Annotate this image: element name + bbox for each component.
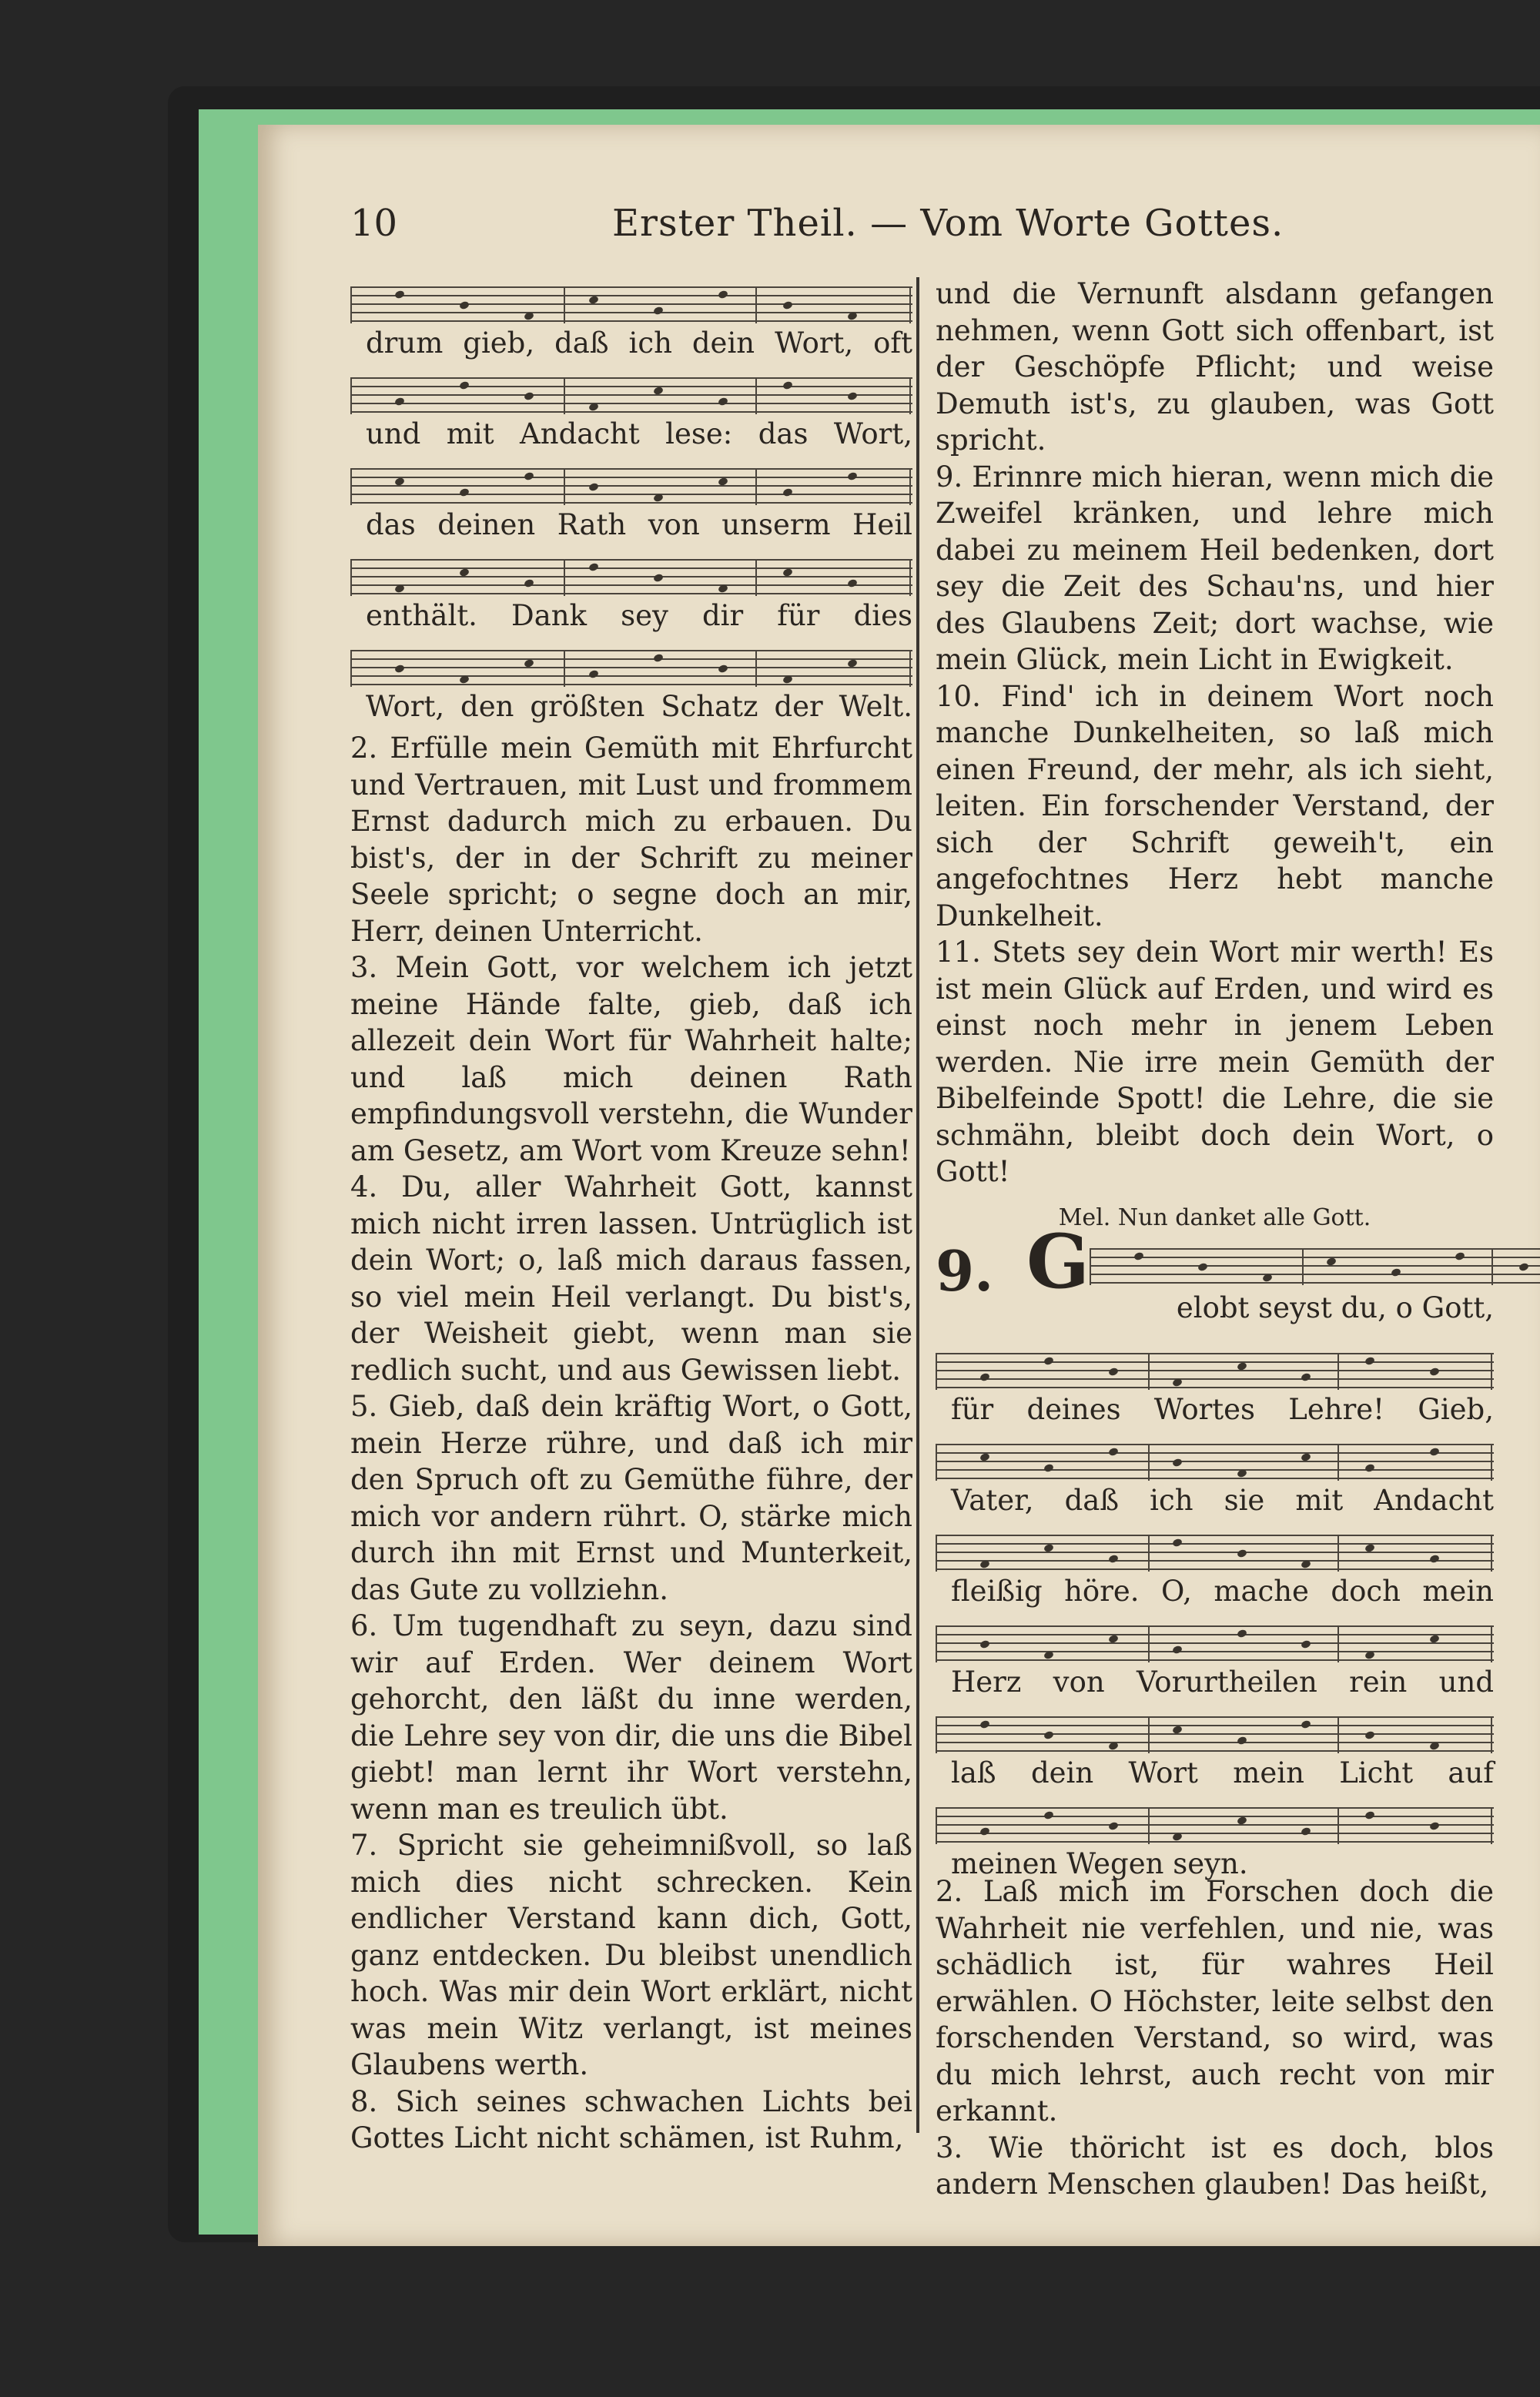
staff-line: [350, 403, 912, 404]
note-head: [782, 487, 793, 497]
staff-line: [936, 1807, 1494, 1809]
hymn-number: 9.: [936, 1238, 994, 1304]
staff-line: [350, 559, 912, 561]
staff-line: [936, 1651, 1494, 1652]
staff-line: [1090, 1248, 1540, 1250]
staff-line: [350, 468, 912, 470]
staff-line: [936, 1750, 1494, 1752]
verse: 10. Find' ich in deinem Wort noch manche Dunkelheiten, so laß mich einen Freund, der mehr, als ich sieht, leiten. Ein forschender Verstand, der sich der Schrift geweih't, ein angefochtnes Herz hebt manche Dunkelheit.: [936, 679, 1494, 932]
staff-line: [350, 394, 912, 396]
staff-line: [350, 650, 912, 651]
music-line: [936, 1615, 1494, 1706]
staff-line: [350, 684, 912, 685]
staff-line: [936, 1568, 1494, 1570]
verse: 2. Laß mich im Forschen doch die Wahrheit nie verfehlen, und nie, was schädlich ist, für wahres Heil erwählen. O Höchster, leite selbst den forschenden Verstand, so wird, was du mich lehrst, auch recht von mir erkannt.: [936, 1875, 1494, 2128]
music-staff: [936, 1353, 1494, 1390]
note-head: [782, 300, 793, 310]
staff-line: [936, 1725, 1494, 1726]
note-head: [1236, 1548, 1247, 1558]
note-head: [1043, 1356, 1054, 1366]
staff-line: [936, 1742, 1494, 1743]
note-head: [718, 290, 728, 300]
staff-line: [350, 667, 912, 668]
staff-line: [350, 675, 912, 677]
note-head: [459, 487, 470, 497]
note-head: [1043, 1810, 1054, 1820]
music-staff: [936, 1807, 1494, 1844]
bar-line: [1337, 1353, 1339, 1390]
note-head: [394, 290, 405, 300]
bar-line: [936, 1807, 937, 1844]
bar-line: [1302, 1248, 1304, 1285]
bar-line: [936, 1535, 937, 1572]
music-line: [936, 1342, 1494, 1433]
staff-line: [936, 1461, 1494, 1462]
staff-line: [936, 1552, 1494, 1553]
staff-line: [1090, 1282, 1540, 1284]
verse: 6. Um tugendhaft zu seyn, dazu sind wir auf Erden. Wer deinem Wort gehorcht, den läßt du inne werden, die Lehre sey von dir, die uns die Bibel giebt! man lernt ihr Wort verstehn, wenn man es treulich übt.: [350, 1609, 912, 1826]
staff-line: [936, 1560, 1494, 1562]
lyric-line: für deines Wortes Lehre! Gieb,: [951, 1393, 1494, 1426]
melody-note: Mel. Nun danket alle Gott.: [1058, 1204, 1371, 1231]
music-line: [936, 1524, 1494, 1615]
right-column: [936, 276, 1494, 2203]
verse: 9. Erinnre mich hieran, wenn mich die Zweifel kränken, und lehre mich dabei zu meinem Heil bedenken, dort sey die Zeit des Schau'ns, und hier des Glaubens Zeit; dort wachse, wie mein Glück, mein Licht in Ewigkeit.: [936, 460, 1494, 676]
music-line: [936, 1796, 1494, 1880]
lyric-line: Herz von Vorurtheilen rein und: [951, 1666, 1494, 1699]
note-head: [1518, 1262, 1529, 1272]
bar-line: [755, 286, 757, 323]
note-head: [394, 664, 405, 674]
bar-line: [350, 468, 352, 505]
bar-line: [909, 468, 911, 505]
bar-line: [936, 1716, 937, 1753]
lyric-line: fleißig höre. O, mache doch mein: [951, 1575, 1494, 1608]
lyric-line: enthält. Dank sey dir für dies: [366, 599, 912, 632]
bar-line: [909, 650, 911, 687]
bar-line: [1148, 1535, 1150, 1572]
note-head: [1364, 1810, 1375, 1820]
note-head: [1455, 1251, 1465, 1261]
bar-line: [909, 377, 911, 414]
staff-line: [936, 1452, 1494, 1454]
bar-line: [909, 286, 911, 323]
note-head: [1236, 1736, 1247, 1746]
bar-line: [1491, 1248, 1493, 1285]
note-head: [1301, 1372, 1311, 1382]
lyric-line: Wort, den größten Schatz der Welt.: [366, 690, 912, 723]
staff-line: [936, 1444, 1494, 1445]
note-head: [588, 562, 599, 572]
note-head: [1108, 1554, 1119, 1564]
note-head: [847, 471, 858, 481]
bar-line: [1148, 1625, 1150, 1662]
bar-line: [1337, 1716, 1339, 1753]
note-head: [979, 1372, 990, 1382]
bar-line: [350, 650, 352, 687]
bar-line: [350, 286, 352, 323]
bar-line: [564, 468, 565, 505]
bar-line: [1491, 1444, 1492, 1481]
verse: 7. Spricht sie geheimnißvoll, so laß mich dies nicht schrecken. Kein endlicher Verstand kann dich, Gott, ganz entdecken. Du bleibst unendlich hoch. Was mir dein Wort erklärt, nicht was mein Witz verlangt, ist meines Glaubens werth.: [350, 1829, 912, 2081]
staff-line: [936, 1353, 1494, 1354]
left-column: [350, 276, 912, 2157]
staff-line: [936, 1370, 1494, 1371]
music-staff: [350, 650, 912, 687]
music-staff: [1090, 1248, 1540, 1285]
staff-line: [936, 1378, 1494, 1380]
bar-line: [1337, 1535, 1339, 1572]
bar-line: [755, 650, 757, 687]
bar-line: [1148, 1716, 1150, 1753]
note-head: [1301, 1826, 1311, 1836]
lyric-line: laß dein Wort mein Licht auf: [951, 1756, 1494, 1789]
bar-line: [1148, 1444, 1150, 1481]
staff-line: [350, 658, 912, 660]
music-line: [350, 457, 912, 548]
staff-line: [350, 295, 912, 296]
note-head: [782, 380, 793, 390]
bar-line: [909, 559, 911, 596]
bar-line: [1337, 1625, 1339, 1662]
note-head: [1390, 1267, 1401, 1277]
staff-line: [936, 1387, 1494, 1388]
note-head: [1043, 1463, 1054, 1473]
staff-line: [936, 1642, 1494, 1644]
note-head: [524, 471, 534, 481]
bar-line: [936, 1444, 937, 1481]
note-head: [1197, 1262, 1208, 1272]
staff-line: [936, 1659, 1494, 1661]
bar-line: [564, 650, 565, 687]
verse: 11. Stets sey dein Wort mir werth! Es ist mein Glück auf Erden, und wird es einst noch mehr in jenem Leben werden. Nie irre mein Gemüth der Bibelfeinde Spott! die Lehre, die sie schmähn, bleibt doch dein Wort, o Gott!: [936, 936, 1494, 1188]
note-head: [979, 1639, 990, 1649]
staff-line: [350, 567, 912, 569]
bar-line: [1148, 1353, 1150, 1390]
music-staff: [936, 1535, 1494, 1572]
note-head: [718, 397, 728, 407]
music-staff: [350, 286, 912, 323]
note-head: [459, 380, 470, 390]
music-line: [936, 1706, 1494, 1796]
lyric-line: elobt seyst du, o Gott,: [1176, 1291, 1494, 1324]
staff-line: [1090, 1265, 1540, 1267]
music-line: [350, 548, 912, 639]
staff-line: [936, 1716, 1494, 1718]
note-head: [394, 397, 405, 407]
bar-line: [564, 286, 565, 323]
column-rule: [916, 277, 919, 2133]
staff-line: [350, 312, 912, 313]
note-head: [1172, 1645, 1183, 1655]
music-line: [350, 639, 912, 730]
note-head: [1133, 1251, 1144, 1261]
note-head: [1428, 1821, 1439, 1831]
bar-line: [564, 559, 565, 596]
bar-line: [755, 377, 757, 414]
note-head: [459, 300, 470, 310]
staff-line: [350, 377, 912, 379]
staff-line: [350, 303, 912, 305]
music-staff: [936, 1716, 1494, 1753]
verse: 4. Du, aller Wahrheit Gott, kannst mich nicht irren lassen. Untrüglich ist dein Wort; o, laß mich daraus fassen, so viel mein Heil verlangt. Du bist's, der Weisheit giebt, wenn man sie redlich sucht, und aus Gewissen liebt.: [350, 1170, 912, 1387]
note-head: [718, 664, 728, 674]
bar-line: [936, 1353, 937, 1390]
lyric-line: und mit Andacht lese: das Wort,: [366, 417, 912, 450]
staff-line: [350, 576, 912, 577]
bar-line: [1148, 1807, 1150, 1844]
note-head: [1108, 1367, 1119, 1377]
page-header: [350, 202, 1490, 256]
bar-line: [350, 559, 352, 596]
staff-line: [936, 1816, 1494, 1817]
staff-line: [936, 1634, 1494, 1635]
staff-line: [936, 1833, 1494, 1834]
note-head: [1172, 1458, 1183, 1468]
music-staff: [350, 559, 912, 596]
staff-line: [936, 1841, 1494, 1843]
bar-line: [1491, 1807, 1492, 1844]
music-staff: [936, 1625, 1494, 1662]
verse: 8. Sich seines schwachen Lichts bei Gottes Licht nicht schämen, ist Ruhm,: [350, 2084, 912, 2154]
note-head: [1108, 1447, 1119, 1457]
verse: und die Vernunft alsdann gefangen nehmen, wenn Gott sich offenbart, ist der Geschöpfe Pflicht; und weise Demuth ist's, zu glauben, was Gott spricht.: [936, 277, 1494, 457]
note-head: [847, 578, 858, 588]
lyric-line: Vater, daß ich sie mit Andacht: [951, 1484, 1494, 1517]
bar-line: [350, 377, 352, 414]
note-head: [1428, 1367, 1439, 1377]
staff-line: [936, 1535, 1494, 1536]
staff-line: [350, 411, 912, 413]
staff-line: [350, 593, 912, 594]
staff-line: [350, 502, 912, 504]
note-head: [1428, 1447, 1439, 1457]
note-head: [1428, 1554, 1439, 1564]
verse: 2. Erfülle mein Gemüth mit Ehrfurcht und Vertrauen, mit Lust und frommem Ernst dadurch mich zu erbauen. Du bist's, der in der Schrift zu meiner Seele spricht; o segne doch an mir, Herr, deinen Unterricht.: [350, 731, 912, 948]
note-head: [1172, 1538, 1183, 1548]
staff-line: [350, 494, 912, 495]
drop-cap: G: [1026, 1218, 1090, 1305]
staff-line: [936, 1469, 1494, 1471]
bar-line: [1337, 1444, 1339, 1481]
running-head: Erster Theil. — Vom Worte Gottes.: [612, 202, 1284, 245]
bar-line: [1337, 1807, 1339, 1844]
bar-line: [1491, 1625, 1492, 1662]
bar-line: [1491, 1353, 1492, 1390]
note-head: [847, 391, 858, 401]
music-staff: [350, 377, 912, 414]
staff-line: [936, 1625, 1494, 1627]
staff-line: [350, 485, 912, 487]
bar-line: [936, 1625, 937, 1662]
bar-line: [755, 468, 757, 505]
music-line: [350, 276, 912, 367]
music-line: [350, 367, 912, 457]
note-head: [1108, 1821, 1119, 1831]
note-head: [979, 1826, 990, 1836]
staff-line: [350, 286, 912, 288]
hymn-heading: [936, 1218, 1494, 1342]
page-number: 10: [350, 202, 398, 245]
note-head: [588, 669, 599, 679]
note-head: [1301, 1719, 1311, 1729]
note-head: [524, 391, 534, 401]
staff-line: [350, 477, 912, 478]
bar-line: [564, 377, 565, 414]
bar-line: [1090, 1248, 1091, 1285]
note-head: [653, 653, 664, 663]
staff-line: [350, 386, 912, 387]
music-line: [936, 1433, 1494, 1524]
verse: 3. Wie thöricht ist es doch, blos andern Menschen glauben! Das heißt,: [936, 2131, 1494, 2201]
note-head: [588, 482, 599, 492]
staff-line: [936, 1361, 1494, 1363]
staff-line: [1090, 1274, 1540, 1275]
bar-line: [1491, 1716, 1492, 1753]
note-head: [653, 306, 664, 316]
note-head: [1301, 1639, 1311, 1649]
staff-line: [1090, 1257, 1540, 1258]
note-head: [1043, 1730, 1054, 1740]
note-head: [1364, 1730, 1375, 1740]
music-staff: [936, 1444, 1494, 1481]
staff-line: [350, 584, 912, 586]
staff-line: [350, 320, 912, 322]
lyric-line: das deinen Rath von unserm Heil: [366, 508, 912, 541]
lyric-line: meinen Wegen seyn.: [951, 1847, 1248, 1880]
note-head: [524, 578, 534, 588]
staff-line: [936, 1733, 1494, 1735]
bar-line: [755, 559, 757, 596]
lyric-line: drum gieb, daß ich dein Wort, oft: [366, 326, 912, 360]
staff-line: [936, 1478, 1494, 1479]
bar-line: [1491, 1535, 1492, 1572]
note-head: [979, 1719, 990, 1729]
staff-line: [936, 1543, 1494, 1545]
verse: 5. Gieb, daß dein kräftig Wort, o Gott, mein Herze rühre, und daß ich mir den Spruch oft zu Gemüthe führe, der mich vor andern rührt. O, stärke mich durch ihn mit Ernst und Munterkeit, das Gute zu vollziehn.: [350, 1390, 912, 1606]
verse: 3. Mein Gott, vor welchem ich jetzt meine Hände falte, gieb, daß ich allezeit dein Wort für Wahrheit halte; und laß mich deinen Rath empfindungsvoll verstehn, die Wunder am Gesetz, am Wort vom Kreuze sehn!: [350, 951, 912, 1167]
note-head: [1236, 1629, 1247, 1639]
note-head: [653, 573, 664, 583]
music-staff: [350, 468, 912, 505]
staff-line: [936, 1824, 1494, 1826]
note-head: [1364, 1463, 1375, 1473]
note-head: [1364, 1356, 1375, 1366]
